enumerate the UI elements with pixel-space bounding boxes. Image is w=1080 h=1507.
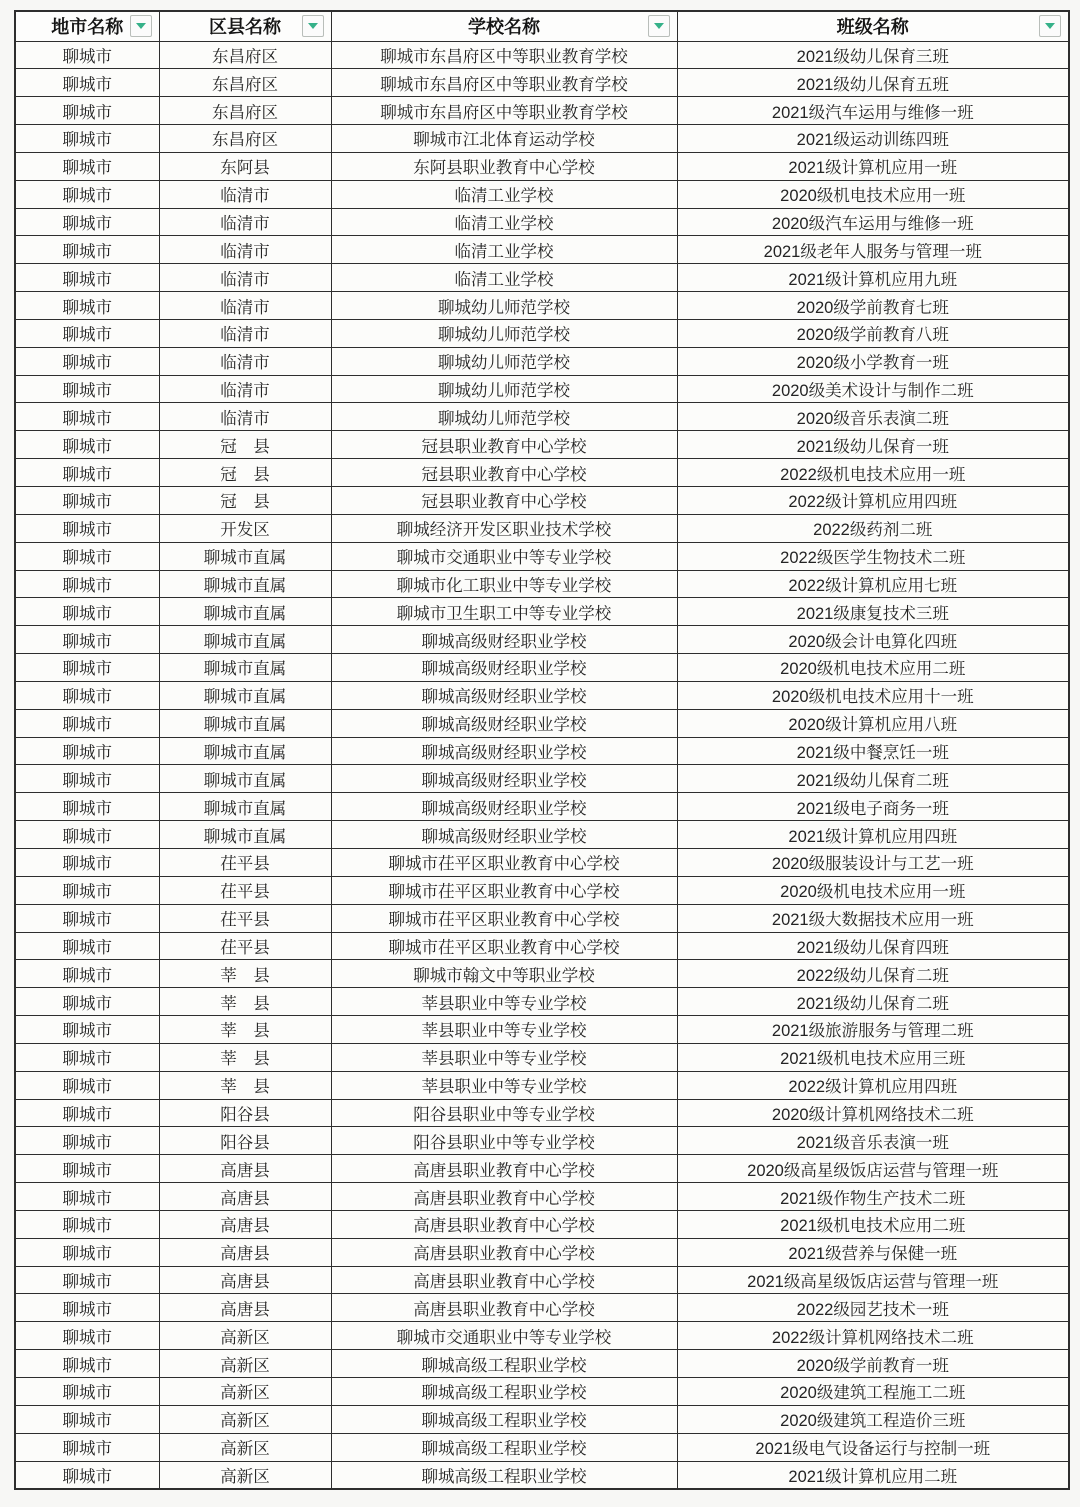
table-cell: 2020级机电技术应用十一班 — [677, 681, 1069, 709]
table-cell: 2020级学前教育八班 — [677, 319, 1069, 347]
table-row — [15, 1294, 1069, 1322]
table-cell: 2021级老年人服务与管理一班 — [677, 236, 1069, 264]
table-cell: 聊城市卫生职工中等专业学校 — [331, 598, 677, 626]
table-cell: 阳谷县 — [159, 1127, 331, 1155]
table-cell: 东昌府区 — [159, 125, 331, 153]
table-row — [15, 1433, 1069, 1461]
table-row — [15, 1266, 1069, 1294]
table-row — [15, 236, 1069, 264]
table-row — [15, 570, 1069, 598]
table-row — [15, 152, 1069, 180]
table-cell: 东昌府区 — [159, 69, 331, 97]
table-cell: 聊城市 — [15, 1238, 159, 1266]
table-row — [15, 514, 1069, 542]
table-cell: 2020级高星级饭店运营与管理一班 — [677, 1155, 1069, 1183]
table-body — [15, 41, 1069, 1489]
table-cell: 聊城市 — [15, 41, 159, 69]
table-cell: 聊城幼儿师范学校 — [331, 347, 677, 375]
table-cell: 2022级医学生物技术二班 — [677, 542, 1069, 570]
table-row — [15, 1183, 1069, 1211]
table-row — [15, 264, 1069, 292]
header-cell-school — [331, 11, 677, 41]
table-cell: 高新区 — [159, 1378, 331, 1406]
table-cell: 聊城市茌平区职业教育中心学校 — [331, 876, 677, 904]
table-cell: 聊城市 — [15, 960, 159, 988]
table-cell: 2021级旅游服务与管理二班 — [677, 1016, 1069, 1044]
table-cell: 聊城市茌平区职业教育中心学校 — [331, 932, 677, 960]
table-cell: 聊城市 — [15, 1183, 159, 1211]
table-cell: 聊城市直属 — [159, 654, 331, 682]
table-cell: 聊城市 — [15, 1099, 159, 1127]
table-cell: 临清市 — [159, 264, 331, 292]
table-cell: 聊城市直属 — [159, 570, 331, 598]
table-cell: 聊城高级工程职业学校 — [331, 1433, 677, 1461]
table-cell: 聊城市直属 — [159, 765, 331, 793]
table-cell: 2022级园艺技术一班 — [677, 1294, 1069, 1322]
filter-arrow-icon — [1045, 23, 1055, 29]
table-row — [15, 97, 1069, 125]
table-cell: 聊城市翰文中等职业学校 — [331, 960, 677, 988]
table-cell: 高唐县职业教育中心学校 — [331, 1210, 677, 1238]
table-cell: 聊城市 — [15, 347, 159, 375]
table-cell: 临清市 — [159, 180, 331, 208]
table-cell: 高唐县 — [159, 1183, 331, 1211]
table-cell: 聊城市 — [15, 1322, 159, 1350]
table-cell: 2020级建筑工程施工二班 — [677, 1378, 1069, 1406]
table-cell: 聊城市 — [15, 681, 159, 709]
table-cell: 聊城市 — [15, 932, 159, 960]
table-cell: 聊城市 — [15, 1043, 159, 1071]
table-cell: 2020级汽车运用与维修一班 — [677, 208, 1069, 236]
table-row — [15, 1210, 1069, 1238]
table-cell: 聊城市直属 — [159, 737, 331, 765]
filter-dropdown-button-class[interactable] — [1039, 15, 1061, 37]
table-cell: 临清市 — [159, 292, 331, 320]
table-cell: 聊城市东昌府区中等职业教育学校 — [331, 41, 677, 69]
table-cell: 聊城市交通职业中等专业学校 — [331, 542, 677, 570]
table-row — [15, 347, 1069, 375]
table-cell: 2020级学前教育一班 — [677, 1350, 1069, 1378]
table-cell: 阳谷县 — [159, 1099, 331, 1127]
table-cell: 聊城市 — [15, 737, 159, 765]
table-cell: 聊城市交通职业中等专业学校 — [331, 1322, 677, 1350]
table-cell: 聊城市 — [15, 1433, 159, 1461]
table-row — [15, 1378, 1069, 1406]
table-row — [15, 793, 1069, 821]
table-cell: 聊城市 — [15, 848, 159, 876]
table-row — [15, 208, 1069, 236]
table-cell: 高新区 — [159, 1405, 331, 1433]
table-cell: 聊城幼儿师范学校 — [331, 375, 677, 403]
table-cell: 莘 县 — [159, 960, 331, 988]
table-cell: 聊城高级工程职业学校 — [331, 1461, 677, 1489]
table-cell: 聊城市 — [15, 1071, 159, 1099]
table-cell: 2021级计算机应用一班 — [677, 152, 1069, 180]
table-row — [15, 69, 1069, 97]
table-cell: 高唐县职业教育中心学校 — [331, 1294, 677, 1322]
table-cell: 聊城市 — [15, 709, 159, 737]
table-cell: 2022级计算机应用四班 — [677, 487, 1069, 515]
table-cell: 聊城市 — [15, 1155, 159, 1183]
table-row — [15, 403, 1069, 431]
table-cell: 冠县职业教育中心学校 — [331, 487, 677, 515]
table-cell: 临清市 — [159, 403, 331, 431]
table-cell: 聊城市 — [15, 125, 159, 153]
table-cell: 聊城市 — [15, 904, 159, 932]
table-cell: 高唐县 — [159, 1155, 331, 1183]
table-row — [15, 848, 1069, 876]
table-cell: 临清市 — [159, 347, 331, 375]
table-cell: 2021级音乐表演一班 — [677, 1127, 1069, 1155]
table-cell: 2020级学前教育七班 — [677, 292, 1069, 320]
table-cell: 聊城市直属 — [159, 626, 331, 654]
table-row — [15, 598, 1069, 626]
table-cell: 聊城市直属 — [159, 793, 331, 821]
table-cell: 2020级机电技术应用二班 — [677, 654, 1069, 682]
table-cell: 2021级计算机应用二班 — [677, 1461, 1069, 1489]
table-cell: 聊城市直属 — [159, 821, 331, 849]
table-cell: 聊城市 — [15, 1378, 159, 1406]
header-label-city: 地市名称 — [51, 17, 124, 38]
table-cell: 2021级幼儿保育四班 — [677, 932, 1069, 960]
table-cell: 2021级幼儿保育二班 — [677, 988, 1069, 1016]
header-row — [15, 11, 1069, 41]
table-cell: 高新区 — [159, 1350, 331, 1378]
table-row — [15, 292, 1069, 320]
table-cell: 聊城市 — [15, 654, 159, 682]
table-row — [15, 1322, 1069, 1350]
table-cell: 冠县职业教育中心学校 — [331, 459, 677, 487]
table-row — [15, 988, 1069, 1016]
table-cell: 高唐县职业教育中心学校 — [331, 1266, 677, 1294]
table-cell: 聊城市 — [15, 292, 159, 320]
table-row — [15, 681, 1069, 709]
table-cell: 聊城市 — [15, 570, 159, 598]
table-cell: 聊城市 — [15, 793, 159, 821]
table-cell: 2022级计算机应用七班 — [677, 570, 1069, 598]
table-cell: 高新区 — [159, 1433, 331, 1461]
table-cell: 高新区 — [159, 1322, 331, 1350]
table-cell: 聊城市 — [15, 403, 159, 431]
table-row — [15, 1155, 1069, 1183]
table-row — [15, 319, 1069, 347]
table-cell: 2022级计算机应用四班 — [677, 1071, 1069, 1099]
table-cell: 2020级机电技术应用一班 — [677, 180, 1069, 208]
table-cell: 聊城市 — [15, 821, 159, 849]
table-row — [15, 821, 1069, 849]
table-cell: 聊城市 — [15, 319, 159, 347]
table-cell: 聊城幼儿师范学校 — [331, 403, 677, 431]
table-cell: 聊城市 — [15, 69, 159, 97]
table-cell: 聊城经济开发区职业技术学校 — [331, 514, 677, 542]
table-cell: 2021级运动训练四班 — [677, 125, 1069, 153]
table-cell: 高唐县 — [159, 1294, 331, 1322]
table-cell: 2021级高星级饭店运营与管理一班 — [677, 1266, 1069, 1294]
table-cell: 聊城市 — [15, 542, 159, 570]
table-cell: 2021级计算机应用九班 — [677, 264, 1069, 292]
table-cell: 聊城市 — [15, 598, 159, 626]
table-cell: 聊城市江北体育运动学校 — [331, 125, 677, 153]
table-cell: 聊城市 — [15, 626, 159, 654]
table-cell: 莘 县 — [159, 1016, 331, 1044]
table-cell: 2021级康复技术三班 — [677, 598, 1069, 626]
table-cell: 2021级计算机应用四班 — [677, 821, 1069, 849]
table-cell: 2021级机电技术应用二班 — [677, 1210, 1069, 1238]
table-cell: 聊城高级财经职业学校 — [331, 681, 677, 709]
table-cell: 高新区 — [159, 1461, 331, 1489]
table-cell: 茌平县 — [159, 932, 331, 960]
table-cell: 2020级服装设计与工艺一班 — [677, 848, 1069, 876]
table-cell: 茌平县 — [159, 904, 331, 932]
table-cell: 高唐县职业教育中心学校 — [331, 1238, 677, 1266]
table-row — [15, 487, 1069, 515]
spreadsheet-table-container — [14, 10, 1068, 1490]
table-cell: 聊城市 — [15, 765, 159, 793]
table-cell: 聊城高级财经职业学校 — [331, 821, 677, 849]
table-cell: 2020级计算机应用八班 — [677, 709, 1069, 737]
table-cell: 莘县职业中等专业学校 — [331, 1071, 677, 1099]
table-cell: 2021级幼儿保育一班 — [677, 431, 1069, 459]
table-cell: 开发区 — [159, 514, 331, 542]
table-cell: 聊城市 — [15, 97, 159, 125]
table-cell: 冠 县 — [159, 431, 331, 459]
table-cell: 2021级幼儿保育三班 — [677, 41, 1069, 69]
table-cell: 冠县职业教育中心学校 — [331, 431, 677, 459]
table-cell: 2020级美术设计与制作二班 — [677, 375, 1069, 403]
header-cell-class — [677, 11, 1069, 41]
table-cell: 2021级电子商务一班 — [677, 793, 1069, 821]
table-cell: 冠 县 — [159, 487, 331, 515]
table-row — [15, 737, 1069, 765]
table-row — [15, 1127, 1069, 1155]
table-cell: 高唐县职业教育中心学校 — [331, 1155, 677, 1183]
table-row — [15, 1350, 1069, 1378]
table-cell: 2020级会计电算化四班 — [677, 626, 1069, 654]
table-cell: 聊城市 — [15, 1350, 159, 1378]
table-cell: 临清市 — [159, 236, 331, 264]
table-cell: 聊城市茌平区职业教育中心学校 — [331, 904, 677, 932]
table-cell: 聊城市 — [15, 1266, 159, 1294]
table-cell: 2021级营养与保健一班 — [677, 1238, 1069, 1266]
table-cell: 聊城幼儿师范学校 — [331, 292, 677, 320]
filter-dropdown-button-city[interactable] — [130, 15, 152, 37]
table-cell: 聊城市 — [15, 487, 159, 515]
table-cell: 聊城高级财经职业学校 — [331, 737, 677, 765]
table-cell: 阳谷县职业中等专业学校 — [331, 1127, 677, 1155]
table-cell: 聊城高级工程职业学校 — [331, 1378, 677, 1406]
table-cell: 聊城市 — [15, 1210, 159, 1238]
table-cell: 聊城市 — [15, 264, 159, 292]
table-cell: 2021级大数据技术应用一班 — [677, 904, 1069, 932]
table-row — [15, 459, 1069, 487]
table-cell: 高唐县 — [159, 1238, 331, 1266]
table-cell: 聊城市直属 — [159, 681, 331, 709]
table-cell: 临清工业学校 — [331, 208, 677, 236]
school-class-table — [14, 10, 1070, 1490]
table-cell: 2021级机电技术应用三班 — [677, 1043, 1069, 1071]
table-row — [15, 876, 1069, 904]
table-row — [15, 709, 1069, 737]
table-cell: 聊城高级工程职业学校 — [331, 1405, 677, 1433]
header-cell-city — [15, 11, 159, 41]
table-cell: 2021级中餐烹饪一班 — [677, 737, 1069, 765]
table-cell: 聊城市直属 — [159, 598, 331, 626]
table-cell: 临清工业学校 — [331, 264, 677, 292]
table-cell: 聊城市 — [15, 988, 159, 1016]
table-row — [15, 41, 1069, 69]
table-row — [15, 1461, 1069, 1489]
table-cell: 聊城市 — [15, 876, 159, 904]
table-row — [15, 1043, 1069, 1071]
table-header — [15, 11, 1069, 41]
header-label-school: 学校名称 — [468, 17, 540, 38]
table-cell: 聊城高级财经职业学校 — [331, 709, 677, 737]
table-cell: 东昌府区 — [159, 41, 331, 69]
table-cell: 临清工业学校 — [331, 180, 677, 208]
table-cell: 临清市 — [159, 319, 331, 347]
table-row — [15, 431, 1069, 459]
table-cell: 聊城高级财经职业学校 — [331, 793, 677, 821]
header-label-class: 班级名称 — [836, 17, 909, 38]
table-row — [15, 1099, 1069, 1127]
table-cell: 聊城市 — [15, 514, 159, 542]
table-cell: 茌平县 — [159, 848, 331, 876]
table-cell: 2021级幼儿保育二班 — [677, 765, 1069, 793]
table-row — [15, 904, 1069, 932]
table-row — [15, 654, 1069, 682]
header-cell-district — [159, 11, 331, 41]
table-cell: 茌平县 — [159, 876, 331, 904]
table-cell: 莘 县 — [159, 988, 331, 1016]
table-cell: 聊城市 — [15, 431, 159, 459]
table-cell: 聊城市 — [15, 1294, 159, 1322]
table-cell: 临清工业学校 — [331, 236, 677, 264]
table-cell: 2020级小学教育一班 — [677, 347, 1069, 375]
table-cell: 2022级计算机网络技术二班 — [677, 1322, 1069, 1350]
header-label-district: 区县名称 — [209, 17, 281, 38]
table-cell: 聊城市茌平区职业教育中心学校 — [331, 848, 677, 876]
table-cell: 聊城高级财经职业学校 — [331, 765, 677, 793]
table-row — [15, 1071, 1069, 1099]
table-cell: 聊城市 — [15, 375, 159, 403]
table-cell: 莘县职业中等专业学校 — [331, 988, 677, 1016]
table-cell: 聊城幼儿师范学校 — [331, 319, 677, 347]
table-cell: 临清市 — [159, 208, 331, 236]
table-cell: 2022级机电技术应用一班 — [677, 459, 1069, 487]
table-cell: 聊城市 — [15, 1461, 159, 1489]
table-cell: 冠 县 — [159, 459, 331, 487]
table-cell: 2020级音乐表演二班 — [677, 403, 1069, 431]
table-cell: 聊城市东昌府区中等职业教育学校 — [331, 97, 677, 125]
filter-arrow-icon — [308, 23, 318, 29]
table-row — [15, 765, 1069, 793]
table-row — [15, 1238, 1069, 1266]
table-cell: 高唐县职业教育中心学校 — [331, 1183, 677, 1211]
table-cell: 2020级计算机网络技术二班 — [677, 1099, 1069, 1127]
table-cell: 莘 县 — [159, 1043, 331, 1071]
table-cell: 2021级电气设备运行与控制一班 — [677, 1433, 1069, 1461]
table-cell: 莘县职业中等专业学校 — [331, 1043, 677, 1071]
filter-arrow-icon — [136, 23, 146, 29]
table-cell: 2022级药剂二班 — [677, 514, 1069, 542]
table-cell: 阳谷县职业中等专业学校 — [331, 1099, 677, 1127]
table-cell: 2021级幼儿保育五班 — [677, 69, 1069, 97]
table-cell: 东阿县 — [159, 152, 331, 180]
table-cell: 2022级幼儿保育二班 — [677, 960, 1069, 988]
table-cell: 莘 县 — [159, 1071, 331, 1099]
table-cell: 聊城市 — [15, 236, 159, 264]
table-row — [15, 960, 1069, 988]
table-cell: 2020级机电技术应用一班 — [677, 876, 1069, 904]
table-cell: 高唐县 — [159, 1266, 331, 1294]
table-cell: 聊城市 — [15, 180, 159, 208]
table-cell: 2021级汽车运用与维修一班 — [677, 97, 1069, 125]
table-cell: 聊城市 — [15, 1016, 159, 1044]
table-cell: 聊城市 — [15, 459, 159, 487]
table-cell: 2021级作物生产技术二班 — [677, 1183, 1069, 1211]
table-cell: 聊城市 — [15, 1127, 159, 1155]
table-cell: 聊城市化工职业中等专业学校 — [331, 570, 677, 598]
table-row — [15, 375, 1069, 403]
table-cell: 临清市 — [159, 375, 331, 403]
table-cell: 聊城市直属 — [159, 709, 331, 737]
filter-arrow-icon — [654, 23, 664, 29]
table-row — [15, 125, 1069, 153]
filter-dropdown-button-district[interactable] — [302, 15, 324, 37]
table-row — [15, 1405, 1069, 1433]
table-cell: 莘县职业中等专业学校 — [331, 1016, 677, 1044]
table-row — [15, 542, 1069, 570]
filter-dropdown-button-school[interactable] — [648, 15, 670, 37]
table-row — [15, 1016, 1069, 1044]
table-cell: 高唐县 — [159, 1210, 331, 1238]
table-cell: 聊城市 — [15, 208, 159, 236]
table-cell: 聊城高级财经职业学校 — [331, 626, 677, 654]
table-cell: 2020级建筑工程造价三班 — [677, 1405, 1069, 1433]
table-row — [15, 932, 1069, 960]
table-cell: 东昌府区 — [159, 97, 331, 125]
table-cell: 聊城市东昌府区中等职业教育学校 — [331, 69, 677, 97]
table-row — [15, 626, 1069, 654]
table-cell: 聊城市 — [15, 1405, 159, 1433]
table-cell: 聊城市直属 — [159, 542, 331, 570]
table-cell: 聊城市 — [15, 152, 159, 180]
table-cell: 东阿县职业教育中心学校 — [331, 152, 677, 180]
table-cell: 聊城高级财经职业学校 — [331, 654, 677, 682]
table-row — [15, 180, 1069, 208]
table-cell: 聊城高级工程职业学校 — [331, 1350, 677, 1378]
